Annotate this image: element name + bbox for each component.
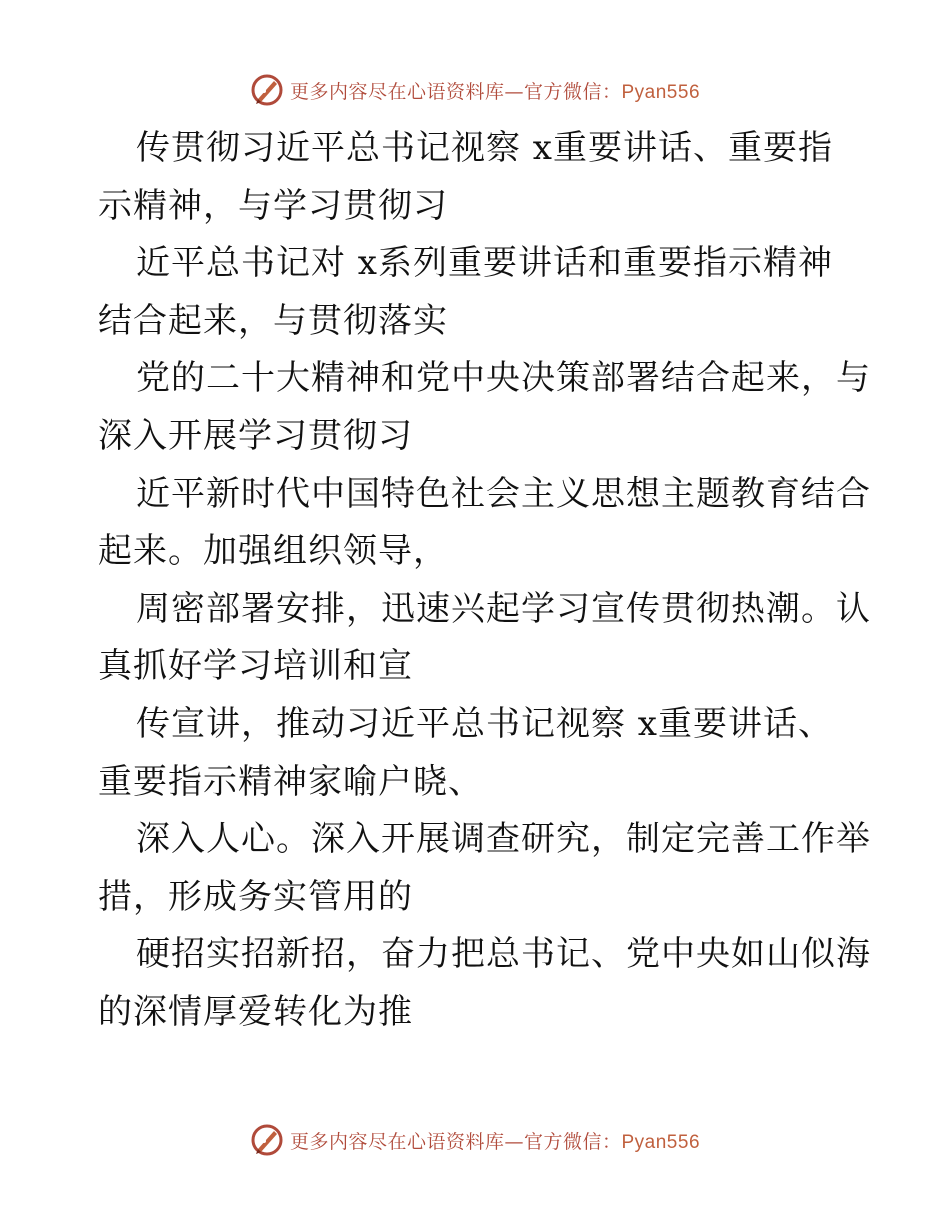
paragraph-3-line-2: 深入开展学习贯彻习 xyxy=(98,415,413,456)
paragraph-5-line-2: 真抓好学习培训和宣 xyxy=(98,646,413,687)
header-wechat-label: 官方微信： xyxy=(523,80,622,103)
paragraph-3-line-1: 党的二十大精神和党中央决策部署结合起来，与 xyxy=(136,358,871,399)
paragraph-6-line-1: 传宣讲，推动习近平总书记视察 x重要讲话、 xyxy=(136,703,833,744)
document-body xyxy=(98,120,871,1042)
footer-wechat-id: Pyan556 xyxy=(621,1131,701,1153)
paragraph-6-line-2: 重要指示精神家喻户晓、 xyxy=(98,761,483,802)
header-banner-text xyxy=(290,77,700,104)
footer-banner-dash: — xyxy=(504,1130,524,1153)
footer-banner xyxy=(0,1120,950,1160)
pen-circle-logo-icon xyxy=(250,73,284,107)
paragraph-7-line-2: 措，形成务实管用的 xyxy=(98,876,413,917)
paragraph-8-line-2: 的深情厚爱转化为推 xyxy=(98,991,413,1032)
paragraph-1-line-2: 示精神，与学习贯彻习 xyxy=(98,185,448,226)
header-banner-dash: — xyxy=(504,80,524,103)
paragraph-2-line-1: 近平总书记对 x系列重要讲话和重要指示精神 xyxy=(136,243,833,284)
paragraph-8-line-1: 硬招实招新招，奋力把总书记、党中央如山似海 xyxy=(136,934,871,975)
header-banner xyxy=(0,70,950,110)
pen-circle-logo-icon xyxy=(250,1123,284,1157)
header-banner-slogan: 更多内容尽在心语资料库 xyxy=(289,80,505,103)
paragraph-4-line-2: 起来。加强组织领导， xyxy=(98,531,448,572)
paragraph-7-line-1: 深入人心。深入开展调查研究，制定完善工作举 xyxy=(136,819,871,860)
paragraph-1-line-1: 传贯彻习近平总书记视察 x重要讲话、重要指 xyxy=(136,128,833,168)
paragraph-2-line-2: 结合起来，与贯彻落实 xyxy=(98,300,448,341)
footer-wechat-label: 官方微信： xyxy=(523,1130,622,1153)
footer-banner-text xyxy=(290,1127,700,1154)
header-wechat-id: Pyan556 xyxy=(621,81,701,103)
footer-banner-slogan: 更多内容尽在心语资料库 xyxy=(289,1130,505,1153)
paragraph-5-line-1: 周密部署安排，迅速兴起学习宣传贯彻热潮。认 xyxy=(136,588,871,629)
paragraph-4-line-1: 近平新时代中国特色社会主义思想主题教育结合 xyxy=(136,473,871,514)
